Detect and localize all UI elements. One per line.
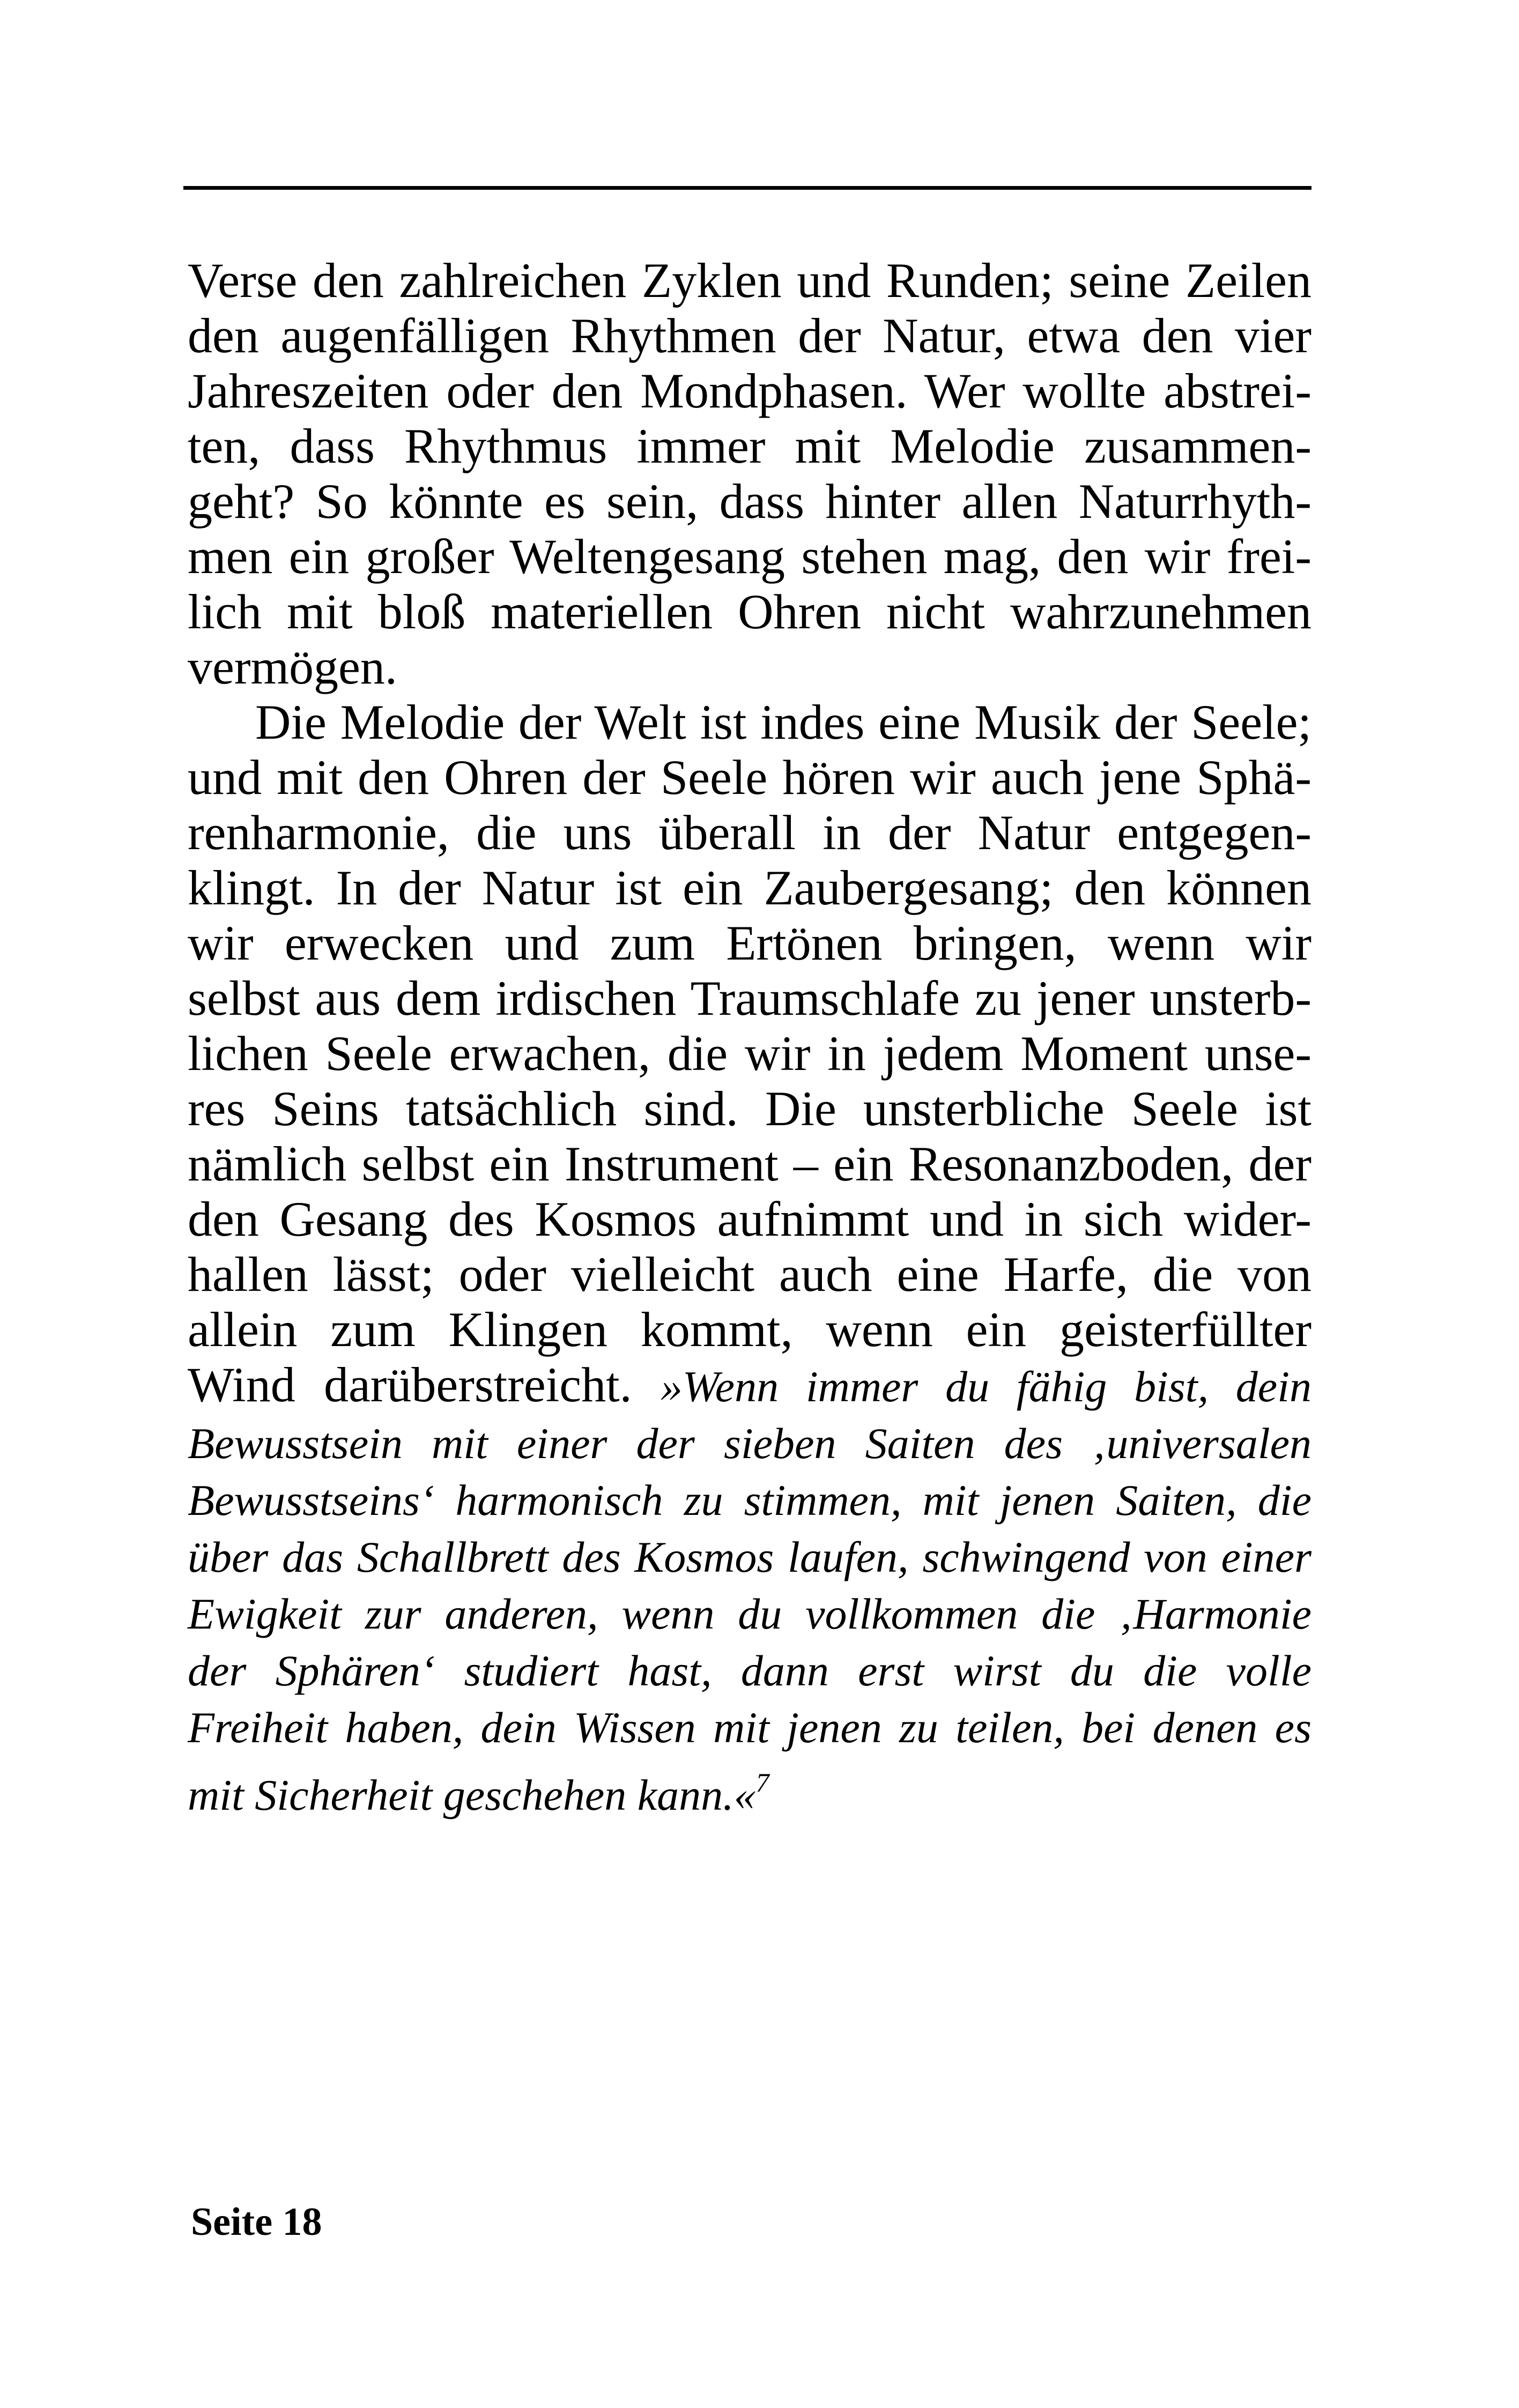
text-segment: hallen lässt; oder vielleicht auch eine Harfe, die von (188, 1247, 1311, 1302)
text-line (188, 860, 1311, 916)
text-line (188, 253, 1311, 308)
text-segment: Die Melodie der Welt ist indes eine Musik der Seele; (255, 695, 1311, 749)
text-segment: nämlich selbst ein Instrument – ein Resonanzboden, der (188, 1136, 1311, 1191)
text-segment: der Sphären‘ studiert hast, dann erst wirst du die volle (188, 1646, 1311, 1695)
text-segment: ten, dass Rhythmus immer mit Melodie zusammen- (188, 419, 1311, 473)
text-line (188, 1471, 1311, 1528)
text-segment: lich mit bloß materiellen Ohren nicht wahrzunehmen (188, 584, 1311, 639)
text-segment: res Seins tatsächlich sind. Die unsterbliche Seele ist (188, 1081, 1311, 1136)
text-line (188, 1698, 1311, 1755)
text-segment: den Gesang des Kosmos aufnimmt und in sich wider- (188, 1192, 1311, 1246)
text-line (188, 1755, 1311, 1823)
text-line (188, 474, 1311, 529)
text-segment: wir erwecken und zum Ertönen bringen, wenn wir (188, 916, 1311, 970)
text-segment: und mit den Ohren der Seele hören wir auch jene Sphä- (188, 750, 1311, 805)
text-line (188, 1081, 1311, 1136)
text-line (188, 1357, 1311, 1414)
text-line (188, 584, 1311, 640)
text-segment: geht? So könnte es sein, dass hinter allen Naturrhyth- (188, 474, 1311, 529)
text-line (188, 529, 1311, 584)
top-rule (183, 186, 1311, 190)
text-line (188, 916, 1311, 971)
text-segment: vermögen. (188, 640, 397, 694)
text-line (188, 308, 1311, 363)
text-line (188, 971, 1311, 1026)
text-segment: selbst aus dem irdischen Traumschlafe zu jener unsterb- (188, 971, 1311, 1025)
text-line (188, 1026, 1311, 1081)
text-segment: mit Sicherheit geschehen kann.« (188, 1771, 756, 1819)
text-line (188, 1414, 1311, 1471)
body-text (188, 253, 1311, 1823)
text-line (188, 1247, 1311, 1302)
footnote-marker: 7 (755, 1767, 769, 1797)
text-segment: den augenfälligen Rhythmen der Natur, etwa den vier (188, 308, 1311, 363)
text-segment: Bewusstseins‘ harmonisch zu stimmen, mit jenen Saiten, die (188, 1476, 1311, 1525)
text-line (188, 1528, 1311, 1585)
text-line (188, 1585, 1311, 1641)
text-segment: »Wenn immer du fähig bist, dein (660, 1362, 1311, 1411)
text-segment: Verse den zahlreichen Zyklen und Runden; seine Zeilen (188, 253, 1311, 308)
text-segment: Wind darüberstreicht. (188, 1357, 661, 1412)
text-segment: Jahreszeiten oder den Mondphasen. Wer wollte abstrei- (188, 363, 1311, 418)
text-segment: Bewusstsein mit einer der sieben Saiten des ‚universalen (188, 1419, 1311, 1468)
text-line (188, 750, 1311, 805)
text-segment: allein zum Klingen kommt, wenn ein geisterfüllter (188, 1302, 1311, 1357)
text-line (188, 1302, 1311, 1357)
page-number: Seite 18 (191, 2200, 322, 2244)
text-segment: Ewigkeit zur anderen, wenn du vollkommen die ‚Harmonie (188, 1589, 1311, 1638)
text-segment: klingt. In der Natur ist ein Zaubergesang; den können (188, 860, 1311, 915)
text-segment: renharmonie, die uns überall in der Natur entgegen- (188, 805, 1311, 860)
text-line (188, 695, 1311, 750)
text-segment: lichen Seele erwachen, die wir in jedem Moment unse- (188, 1026, 1311, 1081)
text-segment: Freiheit haben, dein Wissen mit jenen zu teilen, bei denen es (188, 1703, 1311, 1752)
text-line (188, 419, 1311, 474)
text-line (188, 805, 1311, 860)
text-segment: men ein großer Weltengesang stehen mag, den wir frei- (188, 529, 1311, 584)
text-line (188, 1192, 1311, 1247)
text-line (188, 640, 1311, 695)
text-segment: über das Schallbrett des Kosmos laufen, schwingend von einer (188, 1533, 1311, 1581)
text-line (188, 1136, 1311, 1192)
text-line (188, 363, 1311, 419)
text-line (188, 1641, 1311, 1698)
